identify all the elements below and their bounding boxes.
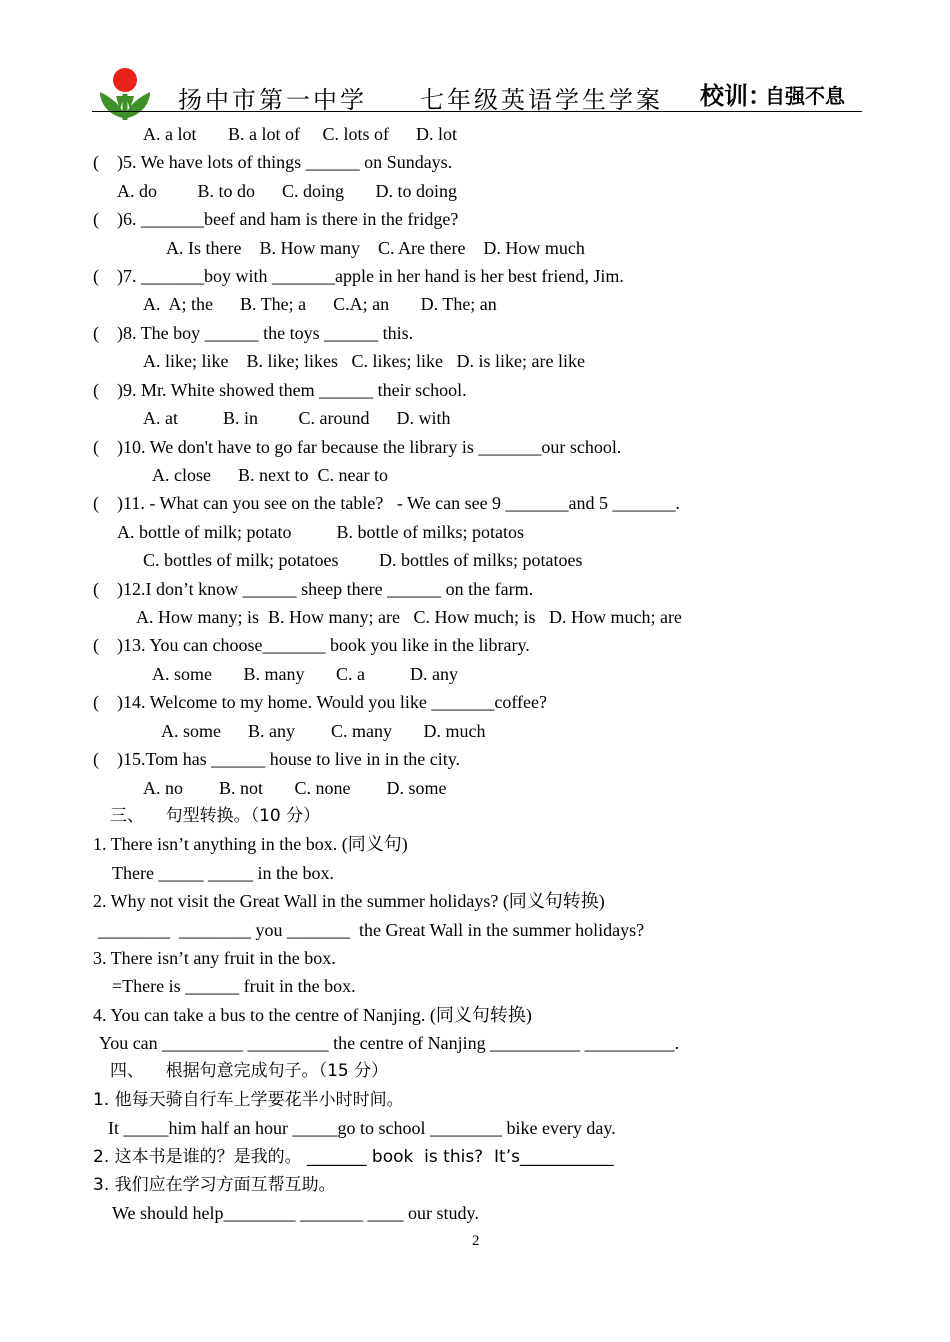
transform-3: 3. There isn’t any fruit in the box. xyxy=(93,948,336,968)
question-7: ( )7. _______boy with _______apple in her hand is her best friend, Jim. xyxy=(93,266,624,286)
question-9: ( )9. Mr. White showed them ______ their school. xyxy=(93,380,467,400)
page-number: 2 xyxy=(472,1233,480,1249)
school-name: 扬中市第一中学 xyxy=(178,86,367,114)
question-11: ( )11. - What can you see on the table? - We can see 9 _______and 5 _______. xyxy=(93,493,681,513)
transform-2-answer: ________ ________ you _______ the Great Wall in the summer holidays? xyxy=(98,920,645,940)
options-q7: A. A; the B. The; a C.A; an D. The; an xyxy=(143,294,497,314)
options-q4: A. a lot B. a lot of C. lots of D. lot xyxy=(143,124,457,144)
complete-1-answer: It _____him half an hour _____go to school ________ bike every day. xyxy=(108,1118,616,1138)
question-14: ( )14. Welcome to my home. Would you like _______coffee? xyxy=(93,692,548,712)
transform-4: 4. You can take a bus to the centre of Nanjing. (同义句转换) xyxy=(93,1005,532,1025)
transform-4-answer: You can _________ _________ the centre of Nanjing __________ __________. xyxy=(99,1033,680,1053)
options-q11-cd: C. bottles of milk; potatoes D. bottles of milks; potatoes xyxy=(143,550,583,570)
page-header xyxy=(0,0,950,115)
options-q5: A. do B. to do C. doing D. to doing xyxy=(117,181,458,201)
complete-3: 3. 我们应在学习方面互帮互助。 xyxy=(93,1175,336,1195)
question-6: ( )6. _______beef and ham is there in the fridge? xyxy=(93,209,459,229)
transform-3-answer: =There is ______ fruit in the box. xyxy=(112,976,356,996)
question-12: ( )12.I don’t know ______ sheep there ______ on the farm. xyxy=(93,579,534,599)
section-4-heading: 四、 根据句意完成句子。（15 分） xyxy=(110,1061,389,1081)
header-rule xyxy=(92,111,862,112)
options-q12: A. How many; is B. How many; are C. How much; is D. How much; are xyxy=(136,607,682,627)
section-3-heading: 三、 句型转换。（10 分） xyxy=(110,806,321,826)
options-q14: A. some B. any C. many D. much xyxy=(161,721,486,741)
motto-label: 校训： xyxy=(700,82,772,110)
question-10: ( )10. We don't have to go far because the library is _______our school. xyxy=(93,437,622,457)
question-15: ( )15.Tom has ______ house to live in in the city. xyxy=(93,749,461,769)
question-8: ( )8. The boy ______ the toys ______ this. xyxy=(93,323,414,343)
document-title: 七年级英语学生学案 xyxy=(420,86,663,114)
transform-1-answer: There _____ _____ in the box. xyxy=(112,863,334,883)
options-q11-ab: A. bottle of milk; potato B. bottle of milks; potatos xyxy=(117,522,524,542)
options-q9: A. at B. in C. around D. with xyxy=(143,408,451,428)
complete-3-answer: We should help________ _______ ____ our study. xyxy=(112,1203,479,1223)
complete-1: 1. 他每天骑自行车上学要花半小时时间。 xyxy=(93,1090,404,1110)
school-motto: 自强不息 xyxy=(765,84,845,108)
options-q8: A. like; like B. like; likes C. likes; like D. is like; are like xyxy=(143,351,585,371)
options-q10: A. close B. next to C. near to xyxy=(152,465,388,485)
transform-2: 2. Why not visit the Great Wall in the summer holidays? (同义句转换) xyxy=(93,891,605,911)
options-q13: A. some B. many C. a D. any xyxy=(152,664,458,684)
options-q6: A. Is there B. How many C. Are there D. How much xyxy=(166,238,585,258)
question-13: ( )13. You can choose_______ book you like in the library. xyxy=(93,635,530,655)
question-5: ( )5. We have lots of things ______ on Sundays. xyxy=(93,152,453,172)
transform-1: 1. There isn’t anything in the box. (同义句) xyxy=(93,834,408,854)
school-logo xyxy=(98,66,152,122)
complete-2: 2. 这本书是谁的？是我的。 _______ book is this? It’s___________ xyxy=(93,1147,614,1167)
options-q15: A. no B. not C. none D. some xyxy=(143,778,447,798)
